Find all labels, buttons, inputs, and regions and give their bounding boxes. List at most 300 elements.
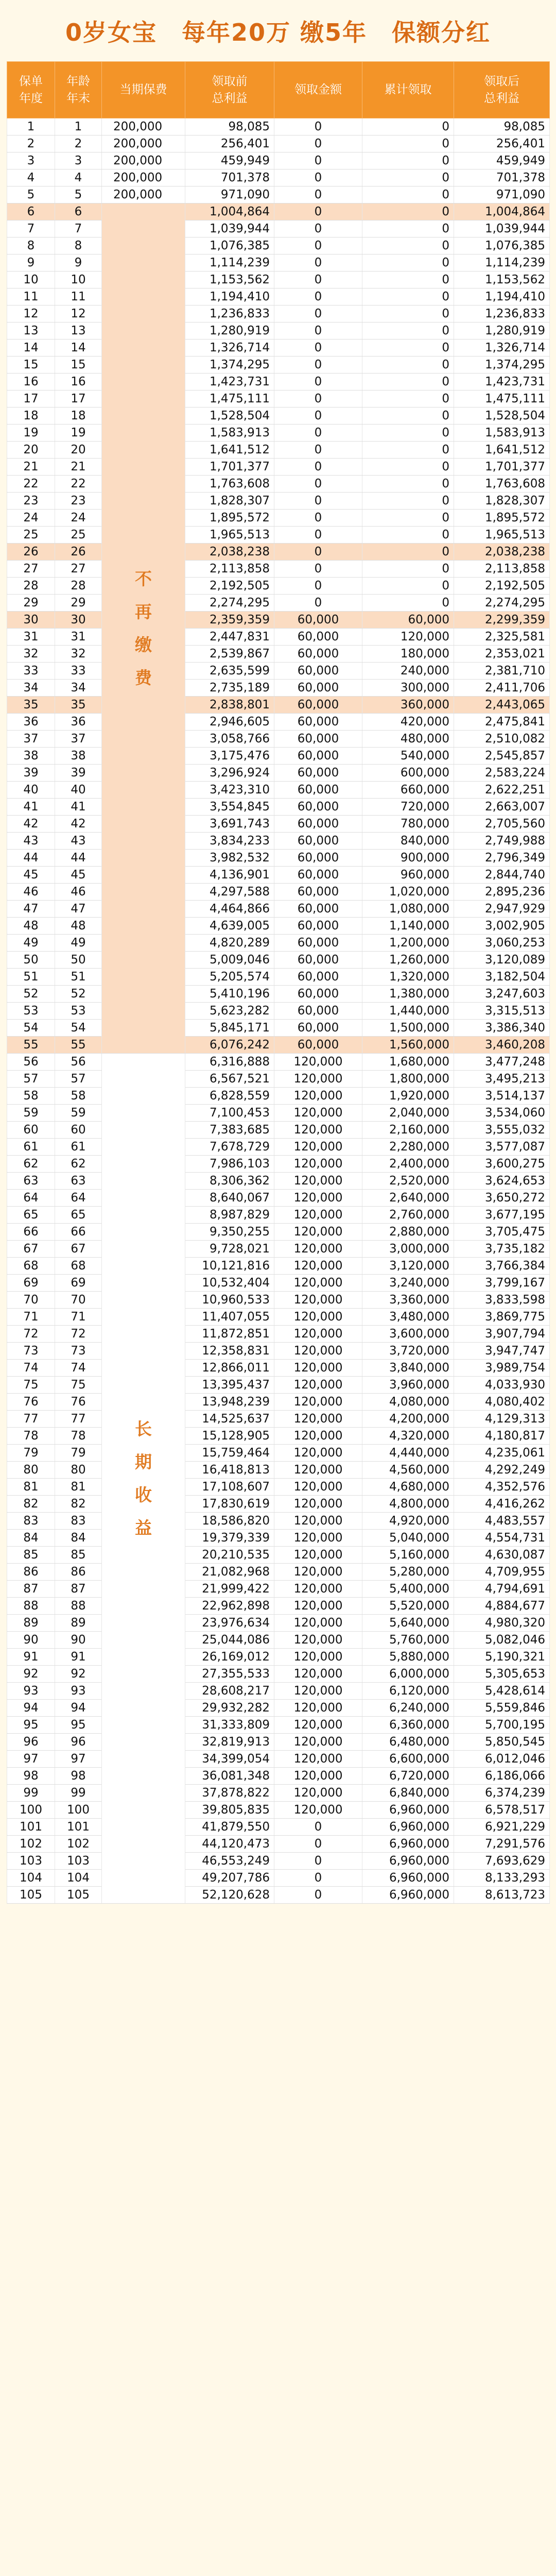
cell-total-after: 4,352,576 [454,1479,550,1496]
cell-total-after: 5,850,545 [454,1734,550,1751]
cell-total-after: 4,129,313 [454,1411,550,1428]
cell-total-after: 98,085 [454,118,550,135]
cell-withdrawal: 60,000 [274,986,362,1003]
cell-total-before: 6,567,521 [185,1071,274,1088]
cell-cumulative: 0 [362,323,454,340]
cell-age: 20 [55,442,102,459]
cell-cumulative: 0 [362,408,454,425]
cell-total-before: 8,987,829 [185,1207,274,1224]
cell-total-after: 3,060,253 [454,935,550,952]
cell-cumulative: 480,000 [362,731,454,748]
cell-withdrawal: 120,000 [274,1088,362,1105]
cell-policy-year: 51 [7,969,55,986]
cell-total-after: 3,735,182 [454,1241,550,1258]
cell-policy-year: 80 [7,1462,55,1479]
cell-total-before: 26,169,012 [185,1649,274,1666]
table-row [7,578,550,595]
cell-total-before: 4,136,901 [185,867,274,884]
cell-withdrawal: 0 [274,1887,362,1904]
cell-withdrawal: 0 [274,391,362,408]
cell-withdrawal: 60,000 [274,952,362,969]
cell-total-before: 971,090 [185,187,274,204]
cell-cumulative: 0 [362,442,454,459]
table-row [7,1037,550,1054]
table-row [7,850,550,867]
cell-total-before: 23,976,634 [185,1615,274,1632]
cell-withdrawal: 120,000 [274,1428,362,1445]
cell-cumulative: 0 [362,340,454,357]
cell-total-after: 1,236,833 [454,306,550,323]
cell-total-before: 11,872,851 [185,1326,274,1343]
cell-total-after: 4,884,677 [454,1598,550,1615]
cell-total-after: 5,559,846 [454,1700,550,1717]
cell-withdrawal: 60,000 [274,850,362,867]
table-row [7,493,550,510]
cell-age: 52 [55,986,102,1003]
cell-age: 14 [55,340,102,357]
cell-total-after: 1,114,239 [454,255,550,272]
cell-withdrawal: 0 [274,306,362,323]
cell-policy-year: 90 [7,1632,55,1649]
cell-total-after: 1,701,377 [454,459,550,476]
cell-age: 24 [55,510,102,527]
cell-cumulative: 0 [362,221,454,238]
cell-policy-year: 65 [7,1207,55,1224]
table-row [7,1054,550,1071]
table-row [7,1258,550,1275]
table-row [7,1666,550,1683]
table-row [7,731,550,748]
cell-total-after: 2,443,065 [454,697,550,714]
cell-cumulative: 540,000 [362,748,454,765]
cell-age: 70 [55,1292,102,1309]
table-row [7,204,550,221]
cell-withdrawal: 60,000 [274,799,362,816]
cell-policy-year: 9 [7,255,55,272]
cell-total-before: 1,423,731 [185,374,274,391]
cell-total-after: 3,182,504 [454,969,550,986]
cell-age: 49 [55,935,102,952]
table-row [7,1513,550,1530]
cell-cumulative: 6,960,000 [362,1819,454,1836]
cell-age: 57 [55,1071,102,1088]
table-row [7,1870,550,1887]
header-total-before: 领取前 总利益 [185,62,274,118]
cell-policy-year: 26 [7,544,55,561]
cell-total-after: 4,980,320 [454,1615,550,1632]
cell-policy-year: 72 [7,1326,55,1343]
cell-withdrawal: 120,000 [274,1513,362,1530]
cell-withdrawal: 60,000 [274,816,362,833]
cell-policy-year: 12 [7,306,55,323]
cell-total-before: 44,120,473 [185,1836,274,1853]
cell-cumulative: 1,200,000 [362,935,454,952]
table-row [7,629,550,646]
cell-policy-year: 8 [7,238,55,255]
table-row [7,646,550,663]
cell-age: 79 [55,1445,102,1462]
cell-total-after: 3,477,248 [454,1054,550,1071]
table-row [7,1122,550,1139]
cell-age: 51 [55,969,102,986]
cell-cumulative: 960,000 [362,867,454,884]
cell-total-after: 1,423,731 [454,374,550,391]
cell-age: 91 [55,1649,102,1666]
cell-withdrawal: 120,000 [274,1700,362,1717]
cell-total-before: 49,207,786 [185,1870,274,1887]
cell-policy-year: 46 [7,884,55,901]
cell-total-before: 3,554,845 [185,799,274,816]
cell-cumulative: 600,000 [362,765,454,782]
cell-total-before: 5,205,574 [185,969,274,986]
cell-total-after: 3,677,195 [454,1207,550,1224]
cell-total-before: 1,194,410 [185,289,274,306]
cell-cumulative: 6,960,000 [362,1870,454,1887]
table-body [7,118,550,1904]
cell-withdrawal: 120,000 [274,1615,362,1632]
cell-withdrawal: 0 [274,1819,362,1836]
cell-cumulative: 0 [362,357,454,374]
cell-age: 42 [55,816,102,833]
table-row [7,118,550,135]
cell-total-before: 3,058,766 [185,731,274,748]
cell-cumulative: 1,920,000 [362,1088,454,1105]
table-row [7,1292,550,1309]
cell-cumulative: 4,080,000 [362,1394,454,1411]
cell-cumulative: 0 [362,544,454,561]
cell-age: 102 [55,1836,102,1853]
cell-cumulative: 4,200,000 [362,1411,454,1428]
cell-total-after: 3,534,060 [454,1105,550,1122]
cell-cumulative: 6,120,000 [362,1683,454,1700]
cell-withdrawal: 60,000 [274,935,362,952]
cell-total-after: 1,153,562 [454,272,550,289]
table-row [7,1700,550,1717]
table-row [7,1241,550,1258]
cell-total-before: 1,828,307 [185,493,274,510]
table-row [7,1105,550,1122]
cell-withdrawal: 60,000 [274,901,362,918]
cell-policy-year: 49 [7,935,55,952]
cell-cumulative: 420,000 [362,714,454,731]
cell-policy-year: 5 [7,187,55,204]
cell-withdrawal: 120,000 [274,1326,362,1343]
cell-total-after: 8,133,293 [454,1870,550,1887]
cell-withdrawal: 0 [274,170,362,187]
cell-cumulative: 1,380,000 [362,986,454,1003]
cell-policy-year: 36 [7,714,55,731]
cell-total-after: 3,705,475 [454,1224,550,1241]
cell-cumulative: 1,440,000 [362,1003,454,1020]
cell-withdrawal: 60,000 [274,714,362,731]
table-row [7,1173,550,1190]
table-row [7,476,550,493]
cell-total-after: 1,895,572 [454,510,550,527]
cell-withdrawal: 0 [274,1853,362,1870]
cell-total-before: 14,525,637 [185,1411,274,1428]
cell-cumulative: 2,280,000 [362,1139,454,1156]
cell-cumulative: 5,880,000 [362,1649,454,1666]
cell-total-after: 3,514,137 [454,1088,550,1105]
cell-total-before: 34,399,054 [185,1751,274,1768]
cell-withdrawal: 0 [274,561,362,578]
cell-cumulative: 300,000 [362,680,454,697]
table-row [7,1394,550,1411]
cell-policy-year: 4 [7,170,55,187]
header-total-after: 领取后 总利益 [454,62,550,118]
cell-cumulative: 3,840,000 [362,1360,454,1377]
cell-total-after: 6,374,239 [454,1785,550,1802]
table-row [7,152,550,170]
cell-cumulative: 0 [362,510,454,527]
cell-age: 85 [55,1547,102,1564]
cell-cumulative: 660,000 [362,782,454,799]
cell-total-before: 1,965,513 [185,527,274,544]
cell-policy-year: 66 [7,1224,55,1241]
cell-cumulative: 6,240,000 [362,1700,454,1717]
cell-cumulative: 4,440,000 [362,1445,454,1462]
cell-withdrawal: 120,000 [274,1530,362,1547]
cell-withdrawal: 120,000 [274,1666,362,1683]
cell-withdrawal: 120,000 [274,1649,362,1666]
cell-age: 98 [55,1768,102,1785]
cell-cumulative: 6,960,000 [362,1836,454,1853]
table-row [7,323,550,340]
cell-total-after: 3,799,167 [454,1275,550,1292]
cell-cumulative: 3,000,000 [362,1241,454,1258]
cell-withdrawal: 0 [274,272,362,289]
cell-total-after: 1,076,385 [454,238,550,255]
cell-withdrawal: 0 [274,459,362,476]
table-row [7,680,550,697]
cell-total-before: 28,608,217 [185,1683,274,1700]
cell-age: 86 [55,1564,102,1581]
cell-total-after: 5,082,046 [454,1632,550,1649]
cell-total-after: 1,965,513 [454,527,550,544]
cell-total-before: 27,355,533 [185,1666,274,1683]
cell-total-after: 2,622,251 [454,782,550,799]
table-row [7,1377,550,1394]
cell-total-after: 2,274,295 [454,595,550,612]
table-row [7,663,550,680]
cell-total-after: 3,624,653 [454,1173,550,1190]
table-row [7,867,550,884]
cell-age: 88 [55,1598,102,1615]
cell-policy-year: 2 [7,135,55,152]
table-row [7,765,550,782]
cell-cumulative: 2,640,000 [362,1190,454,1207]
cell-policy-year: 45 [7,867,55,884]
cell-withdrawal: 60,000 [274,833,362,850]
cell-total-before: 10,960,533 [185,1292,274,1309]
cell-total-before: 15,759,464 [185,1445,274,1462]
cell-withdrawal: 120,000 [274,1258,362,1275]
cell-age: 10 [55,272,102,289]
cell-age: 105 [55,1887,102,1904]
cell-cumulative: 0 [362,289,454,306]
cell-cumulative: 5,400,000 [362,1581,454,1598]
table-row [7,1819,550,1836]
cell-cumulative: 0 [362,493,454,510]
cell-withdrawal: 120,000 [274,1581,362,1598]
cell-policy-year: 71 [7,1309,55,1326]
table-row [7,1836,550,1853]
cell-withdrawal: 120,000 [274,1054,362,1071]
table-row [7,748,550,765]
header-age: 年龄 年末 [55,62,102,118]
cell-age: 58 [55,1088,102,1105]
cell-withdrawal: 120,000 [274,1564,362,1581]
cell-age: 44 [55,850,102,867]
cell-withdrawal: 120,000 [274,1394,362,1411]
cell-policy-year: 85 [7,1547,55,1564]
cell-total-before: 31,333,809 [185,1717,274,1734]
cell-age: 7 [55,221,102,238]
cell-total-before: 7,100,453 [185,1105,274,1122]
cell-policy-year: 67 [7,1241,55,1258]
cell-policy-year: 50 [7,952,55,969]
cell-total-before: 1,076,385 [185,238,274,255]
cell-withdrawal: 0 [274,442,362,459]
cell-total-after: 3,989,754 [454,1360,550,1377]
cell-total-before: 12,358,831 [185,1343,274,1360]
cell-total-after: 2,705,560 [454,816,550,833]
cell-total-before: 4,297,588 [185,884,274,901]
cell-age: 35 [55,697,102,714]
cell-age: 78 [55,1428,102,1445]
cell-total-before: 19,379,339 [185,1530,274,1547]
cell-policy-year: 84 [7,1530,55,1547]
cell-total-after: 4,630,087 [454,1547,550,1564]
cell-withdrawal: 120,000 [274,1343,362,1360]
cell-withdrawal: 120,000 [274,1275,362,1292]
table-row [7,459,550,476]
table-row [7,425,550,442]
cell-withdrawal: 60,000 [274,748,362,765]
cell-total-after: 7,291,576 [454,1836,550,1853]
cell-withdrawal: 120,000 [274,1598,362,1615]
cell-policy-year: 37 [7,731,55,748]
cell-total-before: 9,350,255 [185,1224,274,1241]
cell-cumulative: 1,020,000 [362,884,454,901]
cell-total-before: 7,986,103 [185,1156,274,1173]
cell-total-after: 1,039,944 [454,221,550,238]
cell-total-before: 7,678,729 [185,1139,274,1156]
cell-withdrawal: 120,000 [274,1224,362,1241]
cell-total-after: 3,247,603 [454,986,550,1003]
cell-cumulative: 6,000,000 [362,1666,454,1683]
cell-policy-year: 63 [7,1173,55,1190]
cell-total-after: 3,869,775 [454,1309,550,1326]
table-row [7,135,550,152]
cell-cumulative: 0 [362,527,454,544]
cell-total-after: 4,235,061 [454,1445,550,1462]
cell-withdrawal: 120,000 [274,1207,362,1224]
cell-policy-year: 40 [7,782,55,799]
cell-total-before: 29,932,282 [185,1700,274,1717]
cell-total-before: 17,830,619 [185,1496,274,1513]
cell-cumulative: 1,560,000 [362,1037,454,1054]
cell-age: 27 [55,561,102,578]
cell-age: 83 [55,1513,102,1530]
table-row [7,1207,550,1224]
cell-cumulative: 6,360,000 [362,1717,454,1734]
cell-policy-year: 52 [7,986,55,1003]
cell-withdrawal: 120,000 [274,1411,362,1428]
cell-total-before: 25,044,086 [185,1632,274,1649]
table-row [7,612,550,629]
cell-total-before: 5,009,046 [185,952,274,969]
header-premium: 当期保费 [102,62,185,118]
cell-age: 21 [55,459,102,476]
table-row [7,187,550,204]
cell-withdrawal: 60,000 [274,1003,362,1020]
cell-age: 5 [55,187,102,204]
cell-total-after: 2,411,706 [454,680,550,697]
table-row [7,255,550,272]
cell-total-after: 2,038,238 [454,544,550,561]
cell-withdrawal: 0 [274,238,362,255]
cell-total-after: 6,012,046 [454,1751,550,1768]
cell-cumulative: 1,260,000 [362,952,454,969]
cell-total-after: 1,374,295 [454,357,550,374]
cell-cumulative: 2,520,000 [362,1173,454,1190]
table-row [7,510,550,527]
cell-policy-year: 93 [7,1683,55,1700]
cell-total-before: 11,407,055 [185,1309,274,1326]
table-row [7,306,550,323]
cell-policy-year: 74 [7,1360,55,1377]
cell-age: 25 [55,527,102,544]
cell-total-after: 3,120,089 [454,952,550,969]
table-row [7,1156,550,1173]
cell-total-after: 3,002,905 [454,918,550,935]
cell-total-before: 5,845,171 [185,1020,274,1037]
table-row [7,1275,550,1292]
cell-withdrawal: 120,000 [274,1802,362,1819]
cell-withdrawal: 120,000 [274,1309,362,1326]
table-row [7,799,550,816]
cell-total-before: 37,878,822 [185,1785,274,1802]
cell-age: 6 [55,204,102,221]
cell-policy-year: 22 [7,476,55,493]
cell-cumulative: 6,480,000 [362,1734,454,1751]
cell-total-before: 98,085 [185,118,274,135]
cell-withdrawal: 0 [274,425,362,442]
cell-cumulative: 0 [362,255,454,272]
cell-total-before: 8,640,067 [185,1190,274,1207]
cell-total-before: 459,949 [185,152,274,170]
cell-age: 76 [55,1394,102,1411]
table-row [7,1649,550,1666]
cell-cumulative: 1,140,000 [362,918,454,935]
cell-total-before: 9,728,021 [185,1241,274,1258]
cell-cumulative: 6,600,000 [362,1751,454,1768]
table-row [7,833,550,850]
cell-total-after: 1,583,913 [454,425,550,442]
cell-age: 59 [55,1105,102,1122]
cell-age: 9 [55,255,102,272]
cell-policy-year: 32 [7,646,55,663]
cell-total-before: 15,128,905 [185,1428,274,1445]
cell-cumulative: 6,960,000 [362,1802,454,1819]
cell-policy-year: 14 [7,340,55,357]
cell-age: 68 [55,1258,102,1275]
cell-policy-year: 99 [7,1785,55,1802]
cell-total-before: 13,948,239 [185,1394,274,1411]
table-row [7,884,550,901]
cell-age: 46 [55,884,102,901]
